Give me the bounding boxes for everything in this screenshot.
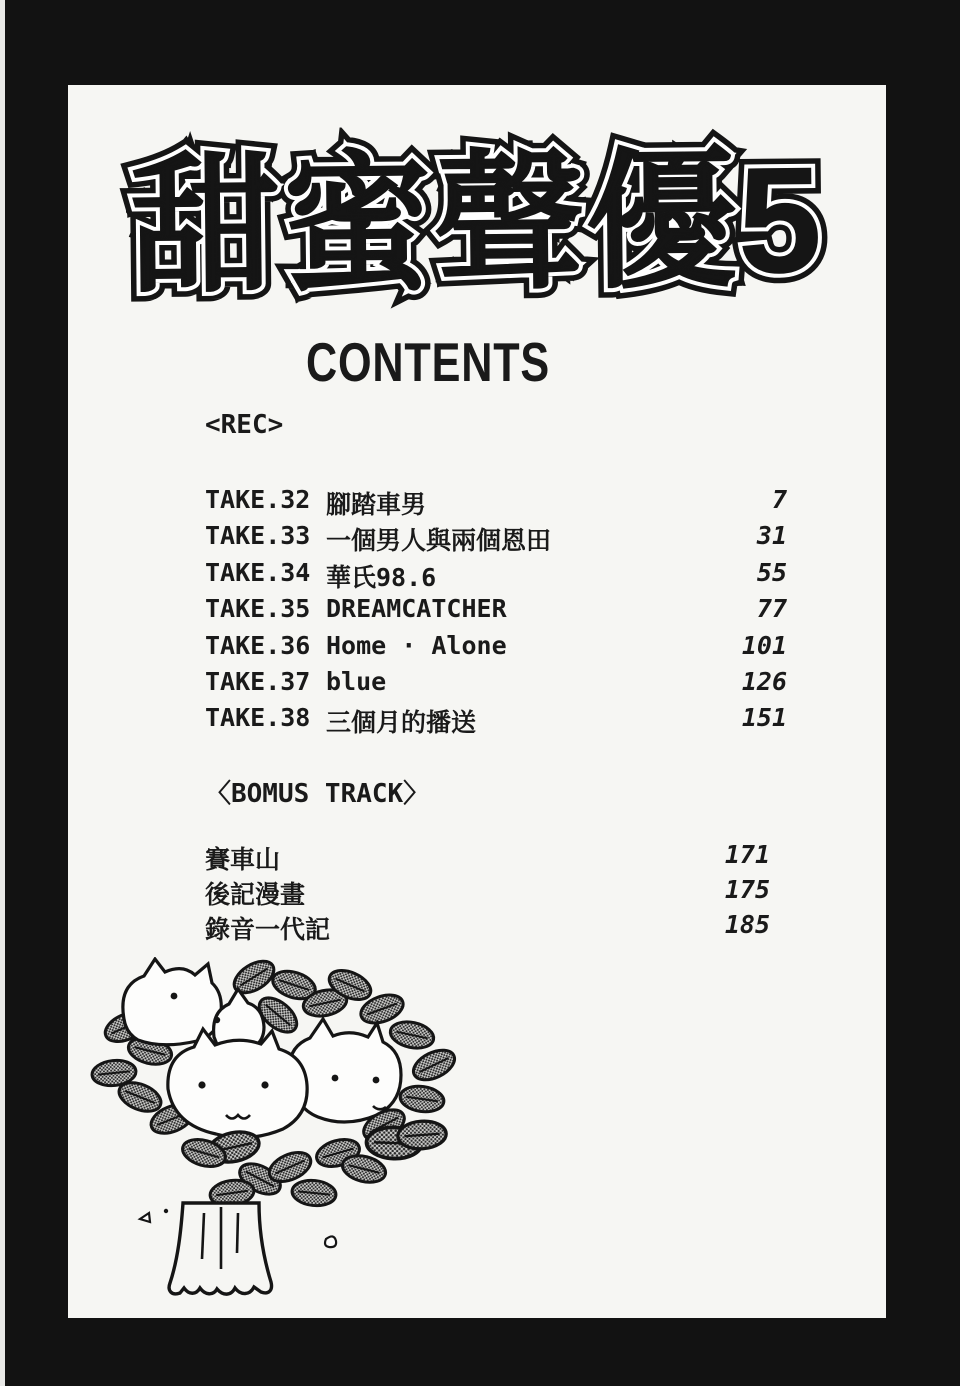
- take-number: TAKE.38: [205, 703, 311, 733]
- page-number: 55: [756, 557, 787, 587]
- toc-row: [205, 485, 787, 521]
- page-number: 7: [771, 485, 787, 514]
- rec-section-label: <REC>: [205, 410, 284, 440]
- take-number: TAKE.37: [205, 666, 311, 696]
- page-number: 175: [724, 874, 770, 904]
- bonus-track-list: [205, 840, 770, 944]
- toc-row: [205, 558, 787, 594]
- volume-title: 甜蜜聲優5 甜蜜聲優5 甜蜜聲優5: [129, 133, 824, 313]
- toc-row: [205, 521, 787, 557]
- toc-row: [205, 910, 770, 945]
- chapter-title: 華氏98.6: [326, 562, 437, 592]
- toc-row: [205, 703, 787, 739]
- book-page: [68, 85, 886, 1318]
- tree-with-cat-faces-illustration: [82, 957, 494, 1315]
- page-number: 171: [724, 840, 770, 869]
- chapter-title: 一個男人與兩個恩田: [326, 526, 552, 556]
- page-number: 185: [724, 909, 770, 939]
- chapter-title: Home · Alone: [326, 630, 507, 660]
- toc-row: [205, 840, 770, 875]
- take-number: TAKE.36: [205, 630, 311, 660]
- chapter-title: 錄音一代記: [205, 914, 331, 944]
- chapter-title: blue: [326, 666, 387, 696]
- contents-heading: CONTENTS: [306, 331, 550, 394]
- page-number: 77: [756, 594, 787, 624]
- take-number: TAKE.33: [205, 521, 311, 551]
- toc-row: [205, 631, 787, 667]
- take-number: TAKE.34: [205, 557, 311, 587]
- chapter-title: 腳踏車男: [326, 490, 427, 519]
- chapter-title: 三個月的播送: [326, 708, 477, 738]
- page-number: 31: [756, 521, 787, 551]
- chapter-title: 後記漫畫: [205, 879, 306, 909]
- page-number: 101: [741, 630, 787, 660]
- take-number: TAKE.32: [205, 485, 311, 514]
- rec-chapter-list: [205, 485, 787, 740]
- toc-row: [205, 594, 787, 630]
- title-block: [68, 137, 886, 310]
- page-number: 126: [741, 666, 787, 696]
- page-number: 151: [741, 703, 787, 733]
- bonus-track-section-label: 〈BOMUS TRACK〉: [205, 779, 430, 809]
- chapter-title: DREAMCATCHER: [326, 594, 507, 624]
- chapter-title: 賽車山: [205, 845, 281, 874]
- scan-edge-strip: [0, 0, 5, 1386]
- toc-row: [205, 875, 770, 910]
- take-number: TAKE.35: [205, 594, 311, 624]
- toc-row: [205, 667, 787, 703]
